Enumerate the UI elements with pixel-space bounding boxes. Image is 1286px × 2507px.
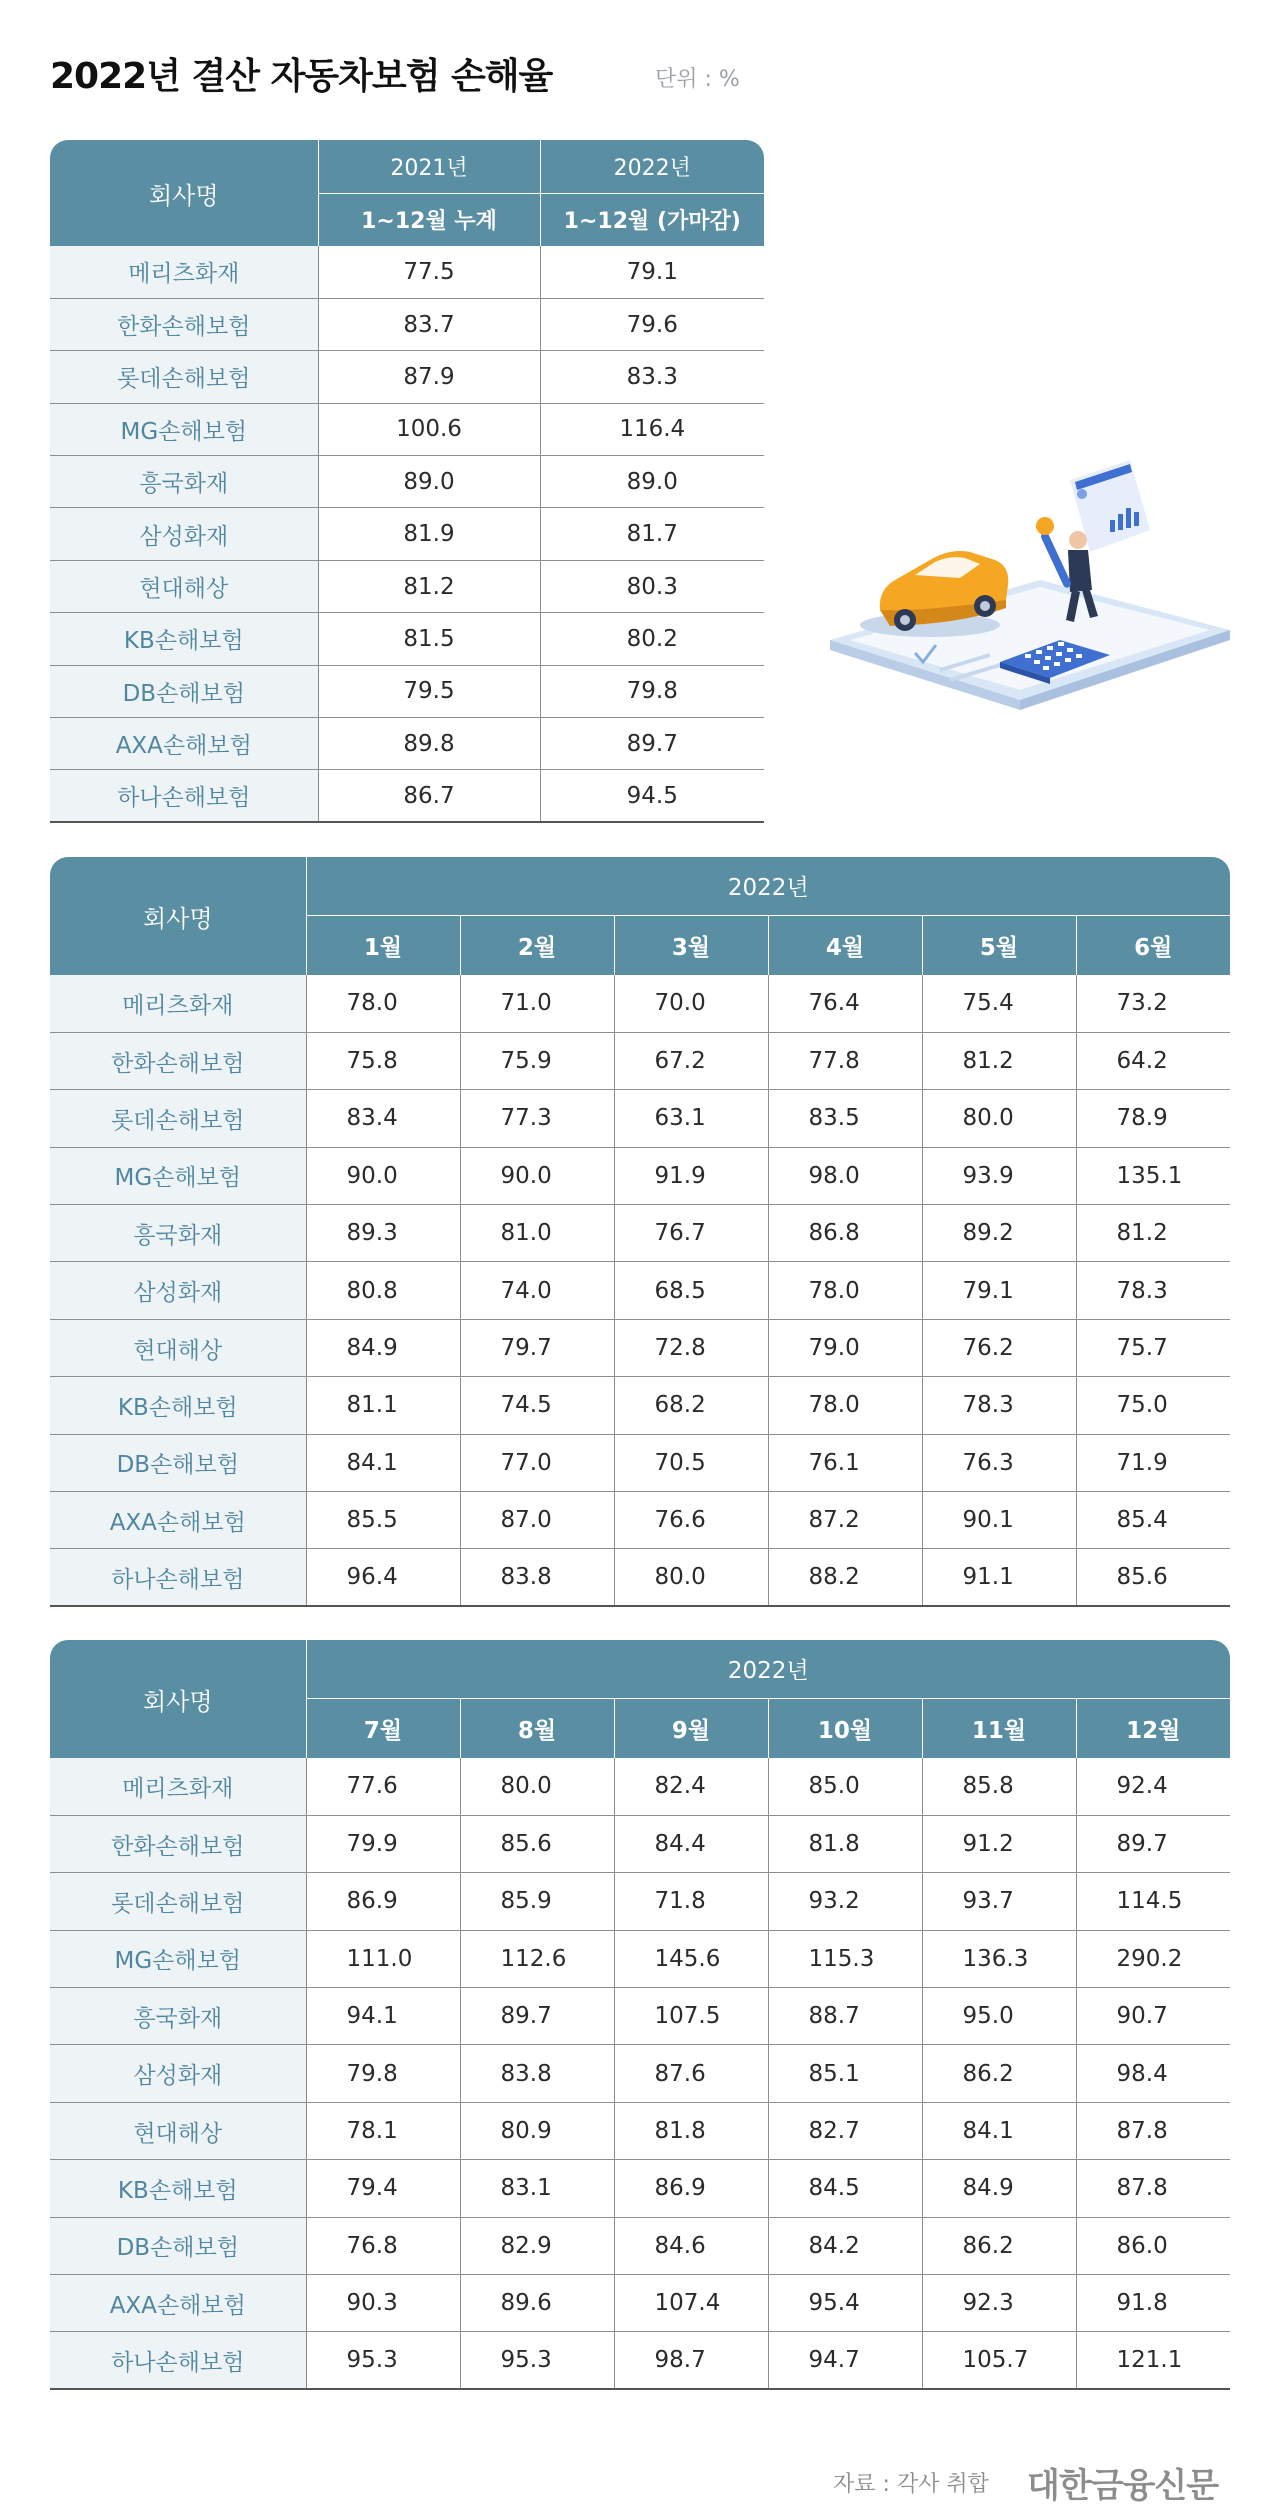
value-cell: 70.0 <box>614 975 768 1032</box>
value-cell: 105.7 <box>922 2332 1076 2389</box>
value-cell: 116.4 <box>540 403 764 455</box>
value-cell: 90.1 <box>922 1492 1076 1549</box>
value-cell: 81.1 <box>306 1377 460 1434</box>
month-header: 9월 <box>614 1698 768 1758</box>
company-name-cell: 삼성화재 <box>50 2045 306 2102</box>
value-cell: 75.8 <box>306 1032 460 1089</box>
value-cell: 77.6 <box>306 1758 460 1815</box>
value-cell: 79.0 <box>768 1319 922 1376</box>
value-cell: 80.2 <box>540 613 764 665</box>
table-row <box>50 2102 1230 2159</box>
company-column-header: 회사명 <box>50 1640 306 1758</box>
table-row <box>50 2045 1230 2102</box>
value-cell: 89.8 <box>318 718 540 770</box>
value-cell: 92.3 <box>922 2275 1076 2332</box>
annual-table-body <box>50 246 764 822</box>
company-name-cell: 흥국화재 <box>50 1988 306 2045</box>
month-header: 11월 <box>922 1698 1076 1758</box>
value-cell: 91.8 <box>1076 2275 1230 2332</box>
value-cell: 115.3 <box>768 1930 922 1987</box>
year-header-2021: 2021년 <box>318 140 540 193</box>
value-cell: 79.7 <box>460 1319 614 1376</box>
monthly-table-body-h2 <box>50 1758 1230 2389</box>
company-name-cell: 현대해상 <box>50 1319 306 1376</box>
value-cell: 89.2 <box>922 1205 1076 1262</box>
value-cell: 93.9 <box>922 1147 1076 1204</box>
table-row <box>50 351 764 403</box>
value-cell: 85.9 <box>460 1873 614 1930</box>
value-cell: 78.1 <box>306 2102 460 2159</box>
annual-loss-ratio-table <box>50 140 764 823</box>
value-cell: 70.5 <box>614 1434 768 1491</box>
value-cell: 83.7 <box>318 298 540 350</box>
value-cell: 95.3 <box>306 2332 460 2389</box>
company-name-cell: AXA손해보험 <box>50 1492 306 1549</box>
table-row <box>50 1873 1230 1930</box>
value-cell: 98.7 <box>614 2332 768 2389</box>
month-header: 7월 <box>306 1698 460 1758</box>
value-cell: 86.9 <box>306 1873 460 1930</box>
value-cell: 90.7 <box>1076 1988 1230 2045</box>
value-cell: 71.0 <box>460 975 614 1032</box>
value-cell: 89.7 <box>460 1988 614 2045</box>
value-cell: 81.9 <box>318 508 540 560</box>
value-cell: 75.7 <box>1076 1319 1230 1376</box>
value-cell: 84.9 <box>306 1319 460 1376</box>
value-cell: 86.7 <box>318 770 540 822</box>
value-cell: 84.2 <box>768 2217 922 2274</box>
value-cell: 77.0 <box>460 1434 614 1491</box>
company-name-cell: 하나손해보험 <box>50 2332 306 2389</box>
value-cell: 94.1 <box>306 1988 460 2045</box>
value-cell: 64.2 <box>1076 1032 1230 1089</box>
table-row <box>50 2217 1230 2274</box>
value-cell: 111.0 <box>306 1930 460 1987</box>
value-cell: 73.2 <box>1076 975 1230 1032</box>
value-cell: 76.7 <box>614 1205 768 1262</box>
value-cell: 81.0 <box>460 1205 614 1262</box>
company-name-cell: KB손해보험 <box>50 613 318 665</box>
period-header-2022: 1~12월 (가마감) <box>540 193 764 246</box>
value-cell: 81.7 <box>540 508 764 560</box>
value-cell: 95.4 <box>768 2275 922 2332</box>
value-cell: 85.8 <box>922 1758 1076 1815</box>
table-row <box>50 770 764 822</box>
value-cell: 90.0 <box>460 1147 614 1204</box>
value-cell: 87.6 <box>614 2045 768 2102</box>
table-row <box>50 1988 1230 2045</box>
value-cell: 87.9 <box>318 351 540 403</box>
value-cell: 79.1 <box>922 1262 1076 1319</box>
month-header: 10월 <box>768 1698 922 1758</box>
value-cell: 79.8 <box>306 2045 460 2102</box>
value-cell: 81.2 <box>1076 1205 1230 1262</box>
value-cell: 79.9 <box>306 1815 460 1872</box>
company-name-cell: AXA손해보험 <box>50 718 318 770</box>
company-name-cell: 한화손해보험 <box>50 1032 306 1089</box>
month-header: 2월 <box>460 915 614 975</box>
value-cell: 63.1 <box>614 1090 768 1147</box>
value-cell: 90.3 <box>306 2275 460 2332</box>
table-row <box>50 1815 1230 1872</box>
value-cell: 87.0 <box>460 1492 614 1549</box>
unit-label: 단위 : % <box>655 67 740 92</box>
company-name-cell: 롯데손해보험 <box>50 1873 306 1930</box>
value-cell: 91.1 <box>922 1549 1076 1606</box>
value-cell: 92.4 <box>1076 1758 1230 1815</box>
value-cell: 90.0 <box>306 1147 460 1204</box>
table-row <box>50 718 764 770</box>
value-cell: 290.2 <box>1076 1930 1230 1987</box>
value-cell: 89.6 <box>460 2275 614 2332</box>
table-row <box>50 1434 1230 1491</box>
value-cell: 77.8 <box>768 1032 922 1089</box>
month-header: 1월 <box>306 915 460 975</box>
monthly-loss-ratio-table-h2 <box>50 1640 1230 2390</box>
table-row <box>50 1147 1230 1204</box>
value-cell: 77.3 <box>460 1090 614 1147</box>
company-name-cell: 롯데손해보험 <box>50 351 318 403</box>
value-cell: 74.5 <box>460 1377 614 1434</box>
table-row <box>50 560 764 612</box>
value-cell: 107.4 <box>614 2275 768 2332</box>
table-row <box>50 2160 1230 2217</box>
value-cell: 68.2 <box>614 1377 768 1434</box>
company-name-cell: 메리츠화재 <box>50 246 318 298</box>
value-cell: 79.1 <box>540 246 764 298</box>
value-cell: 94.5 <box>540 770 764 822</box>
company-name-cell: AXA손해보험 <box>50 2275 306 2332</box>
table-row <box>50 2332 1230 2389</box>
value-cell: 83.4 <box>306 1090 460 1147</box>
value-cell: 136.3 <box>922 1930 1076 1987</box>
value-cell: 83.5 <box>768 1090 922 1147</box>
month-header: 3월 <box>614 915 768 975</box>
company-name-cell: MG손해보험 <box>50 1930 306 1987</box>
table-row <box>50 1090 1230 1147</box>
value-cell: 76.2 <box>922 1319 1076 1376</box>
value-cell: 79.6 <box>540 298 764 350</box>
value-cell: 85.1 <box>768 2045 922 2102</box>
value-cell: 81.2 <box>318 560 540 612</box>
company-name-cell: MG손해보험 <box>50 1147 306 1204</box>
value-cell: 78.0 <box>306 975 460 1032</box>
company-name-cell: DB손해보험 <box>50 2217 306 2274</box>
value-cell: 72.8 <box>614 1319 768 1376</box>
value-cell: 87.8 <box>1076 2102 1230 2159</box>
company-name-cell: MG손해보험 <box>50 403 318 455</box>
value-cell: 114.5 <box>1076 1873 1230 1930</box>
month-header: 8월 <box>460 1698 614 1758</box>
value-cell: 85.6 <box>1076 1549 1230 1606</box>
value-cell: 80.8 <box>306 1262 460 1319</box>
value-cell: 80.0 <box>460 1758 614 1815</box>
value-cell: 95.3 <box>460 2332 614 2389</box>
company-name-cell: 한화손해보험 <box>50 1815 306 1872</box>
value-cell: 86.0 <box>1076 2217 1230 2274</box>
value-cell: 82.9 <box>460 2217 614 2274</box>
value-cell: 107.5 <box>614 1988 768 2045</box>
value-cell: 89.0 <box>540 456 764 508</box>
month-header: 6월 <box>1076 915 1230 975</box>
value-cell: 84.6 <box>614 2217 768 2274</box>
table-row <box>50 613 764 665</box>
value-cell: 71.9 <box>1076 1434 1230 1491</box>
company-name-cell: 하나손해보험 <box>50 1549 306 1606</box>
value-cell: 112.6 <box>460 1930 614 1987</box>
value-cell: 83.1 <box>460 2160 614 2217</box>
value-cell: 75.9 <box>460 1032 614 1089</box>
value-cell: 86.8 <box>768 1205 922 1262</box>
company-column-header: 회사명 <box>50 140 318 246</box>
value-cell: 89.7 <box>540 718 764 770</box>
company-column-header: 회사명 <box>50 857 306 975</box>
table-row <box>50 246 764 298</box>
value-cell: 81.8 <box>614 2102 768 2159</box>
company-name-cell: DB손해보험 <box>50 665 318 717</box>
value-cell: 74.0 <box>460 1262 614 1319</box>
company-name-cell: KB손해보험 <box>50 1377 306 1434</box>
company-name-cell: 흥국화재 <box>50 1205 306 1262</box>
value-cell: 83.8 <box>460 2045 614 2102</box>
value-cell: 98.0 <box>768 1147 922 1204</box>
value-cell: 89.7 <box>1076 1815 1230 1872</box>
value-cell: 67.2 <box>614 1032 768 1089</box>
value-cell: 80.0 <box>614 1549 768 1606</box>
table-row <box>50 2275 1230 2332</box>
company-name-cell: 삼성화재 <box>50 1262 306 1319</box>
value-cell: 71.8 <box>614 1873 768 1930</box>
value-cell: 76.3 <box>922 1434 1076 1491</box>
period-header-2021: 1~12월 누계 <box>318 193 540 246</box>
year-header: 2022년 <box>306 857 1230 915</box>
value-cell: 95.0 <box>922 1988 1076 2045</box>
value-cell: 76.1 <box>768 1434 922 1491</box>
value-cell: 78.3 <box>922 1377 1076 1434</box>
company-name-cell: 현대해상 <box>50 560 318 612</box>
value-cell: 88.2 <box>768 1549 922 1606</box>
value-cell: 93.7 <box>922 1873 1076 1930</box>
value-cell: 81.5 <box>318 613 540 665</box>
company-name-cell: 메리츠화재 <box>50 975 306 1032</box>
value-cell: 79.5 <box>318 665 540 717</box>
value-cell: 85.5 <box>306 1492 460 1549</box>
value-cell: 82.7 <box>768 2102 922 2159</box>
value-cell: 75.4 <box>922 975 1076 1032</box>
value-cell: 85.4 <box>1076 1492 1230 1549</box>
value-cell: 85.6 <box>460 1815 614 1872</box>
company-name-cell: KB손해보험 <box>50 2160 306 2217</box>
value-cell: 79.8 <box>540 665 764 717</box>
value-cell: 76.8 <box>306 2217 460 2274</box>
value-cell: 68.5 <box>614 1262 768 1319</box>
month-header: 12월 <box>1076 1698 1230 1758</box>
value-cell: 82.4 <box>614 1758 768 1815</box>
value-cell: 78.0 <box>768 1377 922 1434</box>
company-name-cell: 롯데손해보험 <box>50 1090 306 1147</box>
table-row <box>50 1262 1230 1319</box>
table-row <box>50 975 1230 1032</box>
value-cell: 78.9 <box>1076 1090 1230 1147</box>
company-name-cell: 메리츠화재 <box>50 1758 306 1815</box>
value-cell: 89.3 <box>306 1205 460 1262</box>
table-row <box>50 1930 1230 1987</box>
value-cell: 135.1 <box>1076 1147 1230 1204</box>
monthly-table-body-h1 <box>50 975 1230 1606</box>
car-icon <box>860 551 1008 637</box>
source-note: 자료 : 각사 취합 <box>833 2472 989 2497</box>
value-cell: 94.7 <box>768 2332 922 2389</box>
value-cell: 86.2 <box>922 2217 1076 2274</box>
monthly-loss-ratio-table-h1 <box>50 857 1230 1607</box>
value-cell: 84.5 <box>768 2160 922 2217</box>
value-cell: 84.1 <box>922 2102 1076 2159</box>
value-cell: 77.5 <box>318 246 540 298</box>
value-cell: 76.4 <box>768 975 922 1032</box>
value-cell: 84.1 <box>306 1434 460 1491</box>
value-cell: 81.2 <box>922 1032 1076 1089</box>
table-row <box>50 456 764 508</box>
company-name-cell: 삼성화재 <box>50 508 318 560</box>
value-cell: 91.9 <box>614 1147 768 1204</box>
company-name-cell: 하나손해보험 <box>50 770 318 822</box>
table-row <box>50 1549 1230 1606</box>
value-cell: 93.2 <box>768 1873 922 1930</box>
value-cell: 89.0 <box>318 456 540 508</box>
value-cell: 80.9 <box>460 2102 614 2159</box>
value-cell: 86.9 <box>614 2160 768 2217</box>
company-name-cell: 현대해상 <box>50 2102 306 2159</box>
table-row <box>50 508 764 560</box>
table-row <box>50 665 764 717</box>
value-cell: 100.6 <box>318 403 540 455</box>
table-row <box>50 298 764 350</box>
value-cell: 91.2 <box>922 1815 1076 1872</box>
table-row <box>50 1758 1230 1815</box>
value-cell: 80.3 <box>540 560 764 612</box>
value-cell: 78.0 <box>768 1262 922 1319</box>
table-row <box>50 1377 1230 1434</box>
value-cell: 75.0 <box>1076 1377 1230 1434</box>
company-name-cell: 흥국화재 <box>50 456 318 508</box>
car-insurance-illustration <box>820 440 1240 780</box>
table-row <box>50 1205 1230 1262</box>
page-title: 2022년 결산 자동차보험 손해율 <box>50 56 553 97</box>
year-header-2022: 2022년 <box>540 140 764 193</box>
value-cell: 87.8 <box>1076 2160 1230 2217</box>
value-cell: 98.4 <box>1076 2045 1230 2102</box>
value-cell: 83.8 <box>460 1549 614 1606</box>
value-cell: 96.4 <box>306 1549 460 1606</box>
company-name-cell: 한화손해보험 <box>50 298 318 350</box>
publisher-logo: 대한금융신문 <box>1027 2466 1219 2506</box>
value-cell: 81.8 <box>768 1815 922 1872</box>
value-cell: 83.3 <box>540 351 764 403</box>
value-cell: 86.2 <box>922 2045 1076 2102</box>
table-row <box>50 403 764 455</box>
year-header: 2022년 <box>306 1640 1230 1698</box>
value-cell: 145.6 <box>614 1930 768 1987</box>
value-cell: 121.1 <box>1076 2332 1230 2389</box>
value-cell: 80.0 <box>922 1090 1076 1147</box>
value-cell: 84.4 <box>614 1815 768 1872</box>
table-row <box>50 1032 1230 1089</box>
month-header: 5월 <box>922 915 1076 975</box>
table-row <box>50 1492 1230 1549</box>
value-cell: 78.3 <box>1076 1262 1230 1319</box>
value-cell: 85.0 <box>768 1758 922 1815</box>
month-header: 4월 <box>768 915 922 975</box>
value-cell: 88.7 <box>768 1988 922 2045</box>
value-cell: 76.6 <box>614 1492 768 1549</box>
table-row <box>50 1319 1230 1376</box>
company-name-cell: DB손해보험 <box>50 1434 306 1491</box>
value-cell: 79.4 <box>306 2160 460 2217</box>
value-cell: 87.2 <box>768 1492 922 1549</box>
value-cell: 84.9 <box>922 2160 1076 2217</box>
